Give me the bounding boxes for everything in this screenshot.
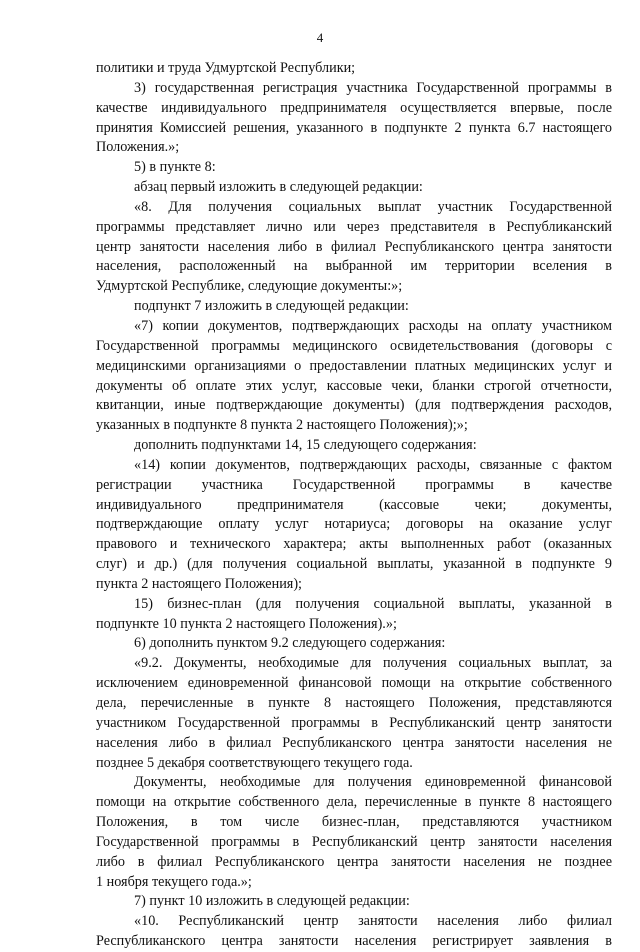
text-line: медицинскими организациями о предоставлении платных медицинских услуг и bbox=[96, 357, 612, 374]
text-line: «10. Республиканский центр занятости населения либо филиал bbox=[134, 913, 612, 930]
text-line: политики и труда Удмуртской Республики; bbox=[96, 60, 356, 76]
text-line: позднее 5 декабря соответствующего текущего года. bbox=[96, 754, 413, 771]
text-line: индивидуального предпринимателя (кассовые чеки; документы, bbox=[96, 496, 612, 513]
text-line: 5) в пункте 8: bbox=[134, 159, 216, 176]
text-line: документы об оплате этих услуг, кассовые чеки, бланки строгой отчетности, bbox=[96, 377, 612, 394]
text-line: регистрации участника Государственной программы в качестве bbox=[96, 476, 612, 493]
text-line: принятия Комиссией решения, указанного в подпункте 2 пункта 6.7 настоящего bbox=[96, 119, 612, 136]
text-line: дополнить подпунктами 14, 15 следующего содержания: bbox=[134, 437, 477, 454]
text-line: слуг) и др.) (для получения социальной выплаты, указанной в подпункте 9 bbox=[96, 556, 612, 573]
text-line: пункта 2 настоящего Положения); bbox=[96, 575, 302, 592]
text-line: 6) дополнить пунктом 9.2 следующего содержания: bbox=[134, 635, 446, 652]
text-line: подпункт 7 изложить в следующей редакции: bbox=[134, 298, 409, 315]
page-number: 4 bbox=[316, 30, 324, 45]
text-line: либо в филиал Республиканского центра занятости населения не позднее bbox=[96, 853, 612, 870]
text-line: подтверждающие оплату услуг нотариуса; договоры на оказание услуг bbox=[96, 516, 612, 533]
text-line: указанных в подпункте 8 пункта 2 настоящего Положения);»; bbox=[96, 417, 468, 434]
text-line: Удмуртской Республике, следующие документы:»; bbox=[96, 278, 403, 295]
text-line: подпункте 10 пункта 2 настоящего Положения).»; bbox=[96, 615, 397, 632]
text-line: абзац первый изложить в следующей редакции: bbox=[134, 179, 423, 196]
text-line: Положения, в том числе бизнес-план, представляются участником bbox=[96, 814, 612, 831]
text-line: Документы, необходимые для получения единовременной финансовой bbox=[134, 774, 612, 791]
text-line: Государственной программы медицинского освидетельствования (договоры с bbox=[96, 337, 612, 354]
text-line: квитанции, иные подтверждающие документы) (для подтверждения расходов, bbox=[96, 397, 612, 414]
text-line: «14) копии документов, подтверждающих расходы, связанные с фактом bbox=[134, 456, 612, 473]
text-line: «9.2. Документы, необходимые для получения социальных выплат, за bbox=[134, 655, 612, 672]
text-line: качестве индивидуального предпринимателя осуществляется впервые, после bbox=[96, 99, 612, 116]
text-line: 3) государственная регистрация участника Государственной программы в bbox=[134, 79, 612, 96]
text-line: Республиканского центра занятости населения регистрирует заявления в bbox=[96, 933, 612, 950]
text-line: Государственной программы в Республиканский центр занятости населения bbox=[96, 833, 612, 850]
text-line: «7) копии документов, подтверждающих расходы на оплату участником bbox=[134, 317, 612, 334]
text-line: 15) бизнес-план (для получения социальной выплаты, указанной в bbox=[134, 595, 612, 612]
text-line: «8. Для получения социальных выплат участник Государственной bbox=[134, 198, 612, 215]
text-line: населения либо в филиал Республиканского центра занятости населения не bbox=[96, 734, 612, 751]
document-body bbox=[96, 59, 612, 952]
text-line: помощи на открытие собственного дела, перечисленные в пункте 8 настоящего bbox=[96, 794, 612, 811]
text-line: исключением единовременной финансовой помощи на открытие собственного bbox=[96, 675, 612, 692]
text-line: правового и технического характера; акты выполненных работ (оказанных bbox=[96, 536, 612, 553]
text-line: 1 ноября текущего года.»; bbox=[96, 873, 252, 890]
text-line: населения, расположенный на выбранной им территории вселения в bbox=[96, 258, 612, 275]
text-line: 7) пункт 10 изложить в следующей редакции: bbox=[134, 893, 410, 910]
text-line: программы представляет лично или через представителя в Республиканский bbox=[96, 218, 612, 235]
text-line: Положения.»; bbox=[96, 139, 180, 156]
text-line: центр занятости населения либо в филиал Республиканского центра занятости bbox=[96, 238, 612, 255]
text-line: дела, перечисленные в пункте 8 настоящего Положения, представляются bbox=[96, 695, 612, 711]
text-line: участником Государственной программы в Республиканский центр занятости bbox=[96, 714, 612, 731]
